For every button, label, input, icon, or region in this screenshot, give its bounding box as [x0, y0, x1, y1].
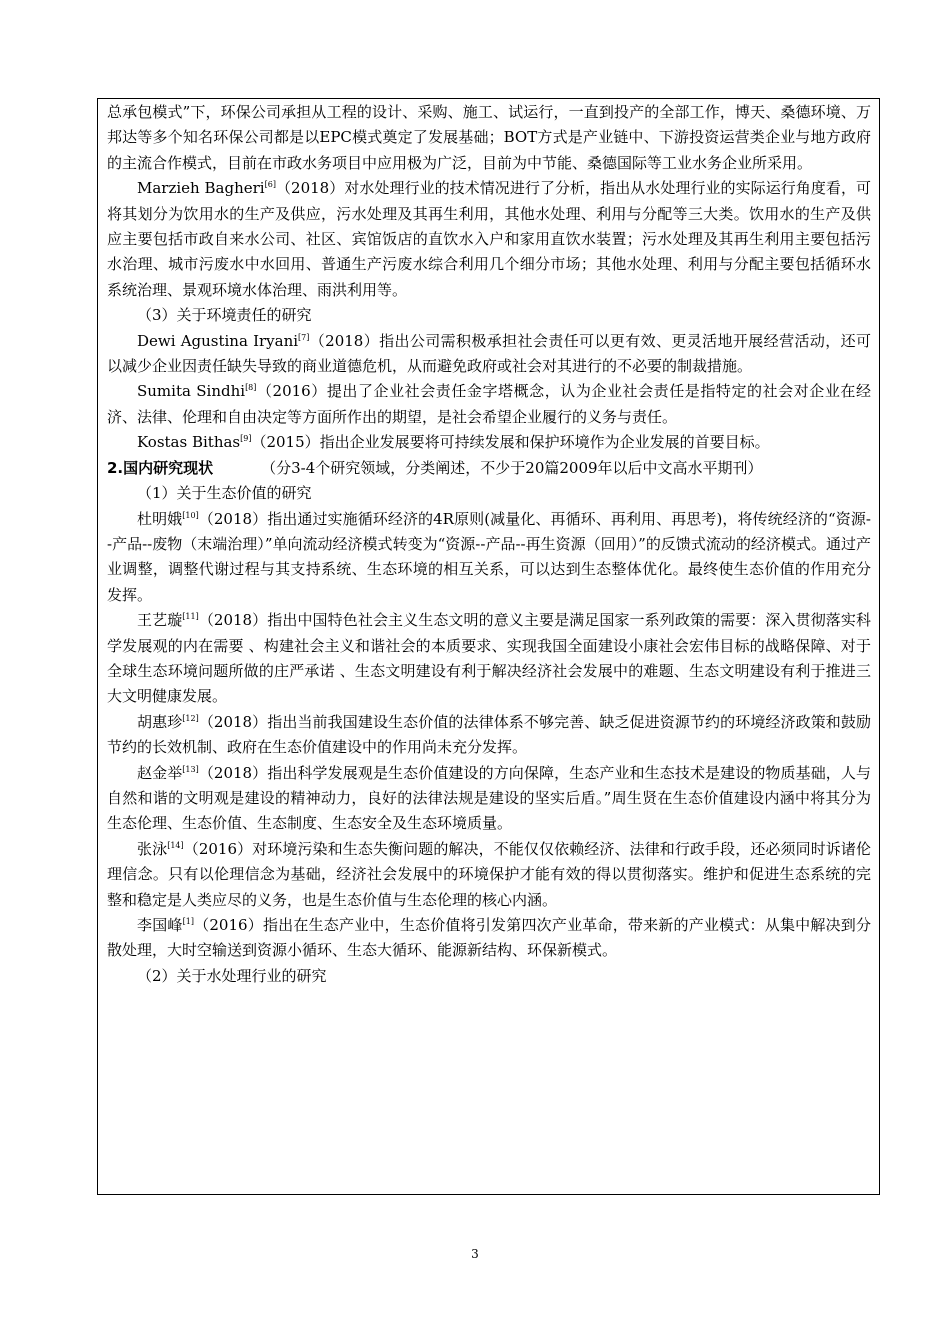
paragraph-text: （2018）指出通过实施循环经济的4R原则(减量化、再循环、再利用、再思考)，将传统经济的“资源--产品--废物（末端治理）”单向流动经济模式转变为“资源--产品--再生资源（回用）”的反馈式流动的经济模式。通过产业调整，调整代谢过程与其支持系统、生态环境的相互关系，可以达到生态整体优化。最终使生态价值的作用充分发挥。: [107, 509, 871, 604]
paragraph-zhao-jinju: [107, 761, 871, 837]
citation-ref: [1]: [182, 917, 194, 926]
paragraph-text: （2016）指出在生态产业中，生态价值将引发第四次产业革命，带来新的产业模式：从集中解决到分散处理，大时空输送到资源小循环、生态大循环、能源新结构、环保新模式。: [107, 916, 871, 960]
author-name: Kostas Bithas: [137, 433, 241, 452]
section-heading-eco-value: （1）关于生态价值的研究: [137, 484, 312, 503]
paragraph-sindhi: [107, 379, 871, 430]
author-name: 赵金举: [137, 763, 183, 782]
paragraph-iryani: [107, 329, 871, 380]
document-body: [107, 100, 871, 989]
author-name: 胡惠珍: [137, 712, 183, 731]
author-name: Dewi Agustina Iryani: [137, 331, 299, 350]
heading-note: （分3-4个研究领域，分类阐述，不少于20篇2009年以后中文高水平期刊）: [261, 458, 763, 477]
paragraph-text: （2018）对水处理行业的技术情况进行了分析，指出从水处理行业的实际运行角度看，可将其划分为饮用水的生产及供应，污水处理及其再生利用，其他水处理、利用与分配等三大类。饮用水的生产及供应主要包括市政自来水公司、社区、宾馆饭店的直饮水入户和家用直饮水装置；污水处理及其再生利用主要包括污水治理、城市污废水中水回用、普通生产污废水综合利用几个细分市场；其他水处理、利用与分配主要包括循环水系统治理、景观环境水体治理、雨洪利用等。: [107, 179, 871, 299]
paragraph-bagheri: [107, 176, 871, 303]
paragraph-text: （2018）指出中国特色社会主义生态文明的意义主要是满足国家一系列政策的需要：深入贯彻落实科学发展观的内在需要 、构建社会主义和谐社会的本质要求、实现我国全面建设小康社会宏伟目标的战略保障、对于全球生态环境问题所做的庄严承诺 、生态文明建设有利于解决经济社会发展中的难题、生态文明建设有利于推进三大文明健康发展。: [107, 611, 871, 706]
paragraph-text: （2018）指出科学发展观是生态价值建设的方向保障，生态产业和生态技术是建设的物质基础，人与自然和谐的文明观是建设的精神动力，良好的法律法规是建设的坚实后盾。”周生贤在生态价值建设内涵中将其分为生态伦理、生态价值、生态制度、生态安全及生态环境质量。: [107, 763, 871, 833]
paragraph-text: （2016）对环境污染和生态失衡问题的解决，不能仅仅依赖经济、法律和行政手段，还必须同时诉诸伦理信念。只有以伦理信念为基础，经济社会发展中的环境保护才能有效的得以贯彻落实。维护和促进生态系统的完整和稳定是人类应尽的义务，也是生态价值与生态伦理的核心内涵。: [107, 839, 871, 909]
paragraph-wang-yixuan: [107, 608, 871, 710]
paragraph-text: （2018）指出当前我国建设生态价值的法律体系不够完善、缺乏促进资源节约的环境经济政策和鼓励节约的长效机制、政府在生态价值建设中的作用尚未充分发挥。: [107, 712, 871, 757]
paragraph-text: （2015）指出企业发展要将可持续发展和保护环境作为企业发展的首要目标。: [251, 433, 770, 452]
section-heading-domestic: [107, 456, 871, 481]
author-name: 杜明娥: [137, 509, 183, 528]
citation-ref: [11]: [182, 612, 199, 622]
paragraph-du-minge: [107, 507, 871, 609]
paragraph-bithas: [107, 430, 871, 455]
paragraph-epc-bot: 总承包模式”下，环保公司承担从工程的设计、采购、施工、试运行，一直到投产的全部工作，博天、桑德环境、万邦达等多个知名环保公司都是以EPC模式奠定了发展基础；BOT方式是产业链中、下游投资运营类企业与地方政府的主流合作模式，目前在市政水务项目中应用极为广泛，目前为中节能、桑德国际等工业水务企业所采用。: [107, 103, 871, 172]
citation-ref: [14]: [167, 840, 184, 850]
author-name: Sumita Sindhi: [137, 382, 246, 401]
paragraph-hu-huizhen: [107, 710, 871, 761]
paragraph-zhang-yong: [107, 837, 871, 913]
paragraph-text: （2018）指出公司需积极承担社会责任可以更有效、更灵活地开展经营活动，还可以减少企业因责任缺失导致的商业道德危机，从而避免政府或社会对其进行的不必要的制裁措施。: [107, 331, 871, 376]
citation-ref: [10]: [182, 510, 199, 520]
section-heading-env-responsibility: （3）关于环境责任的研究: [137, 306, 312, 325]
paragraph-text: （2016）提出了企业社会责任金字塔概念，认为企业社会责任是指特定的社会对企业在经济、法律、伦理和自由决定等方面所作出的期望，是社会希望企业履行的义务与责任。: [107, 382, 871, 426]
paragraph-li-guofeng: [107, 913, 871, 964]
citation-ref: [7]: [298, 332, 310, 342]
content-frame: [97, 98, 880, 1195]
author-name: Marzieh Bagheri: [137, 179, 265, 198]
citation-ref: [13]: [182, 764, 199, 774]
author-name: 王艺璇: [137, 611, 183, 630]
section-heading-water-treatment: （2）关于水处理行业的研究: [137, 966, 327, 985]
citation-ref: [9]: [240, 434, 252, 444]
author-name: 李国峰: [137, 916, 183, 934]
page-number: 3: [471, 1247, 479, 1261]
heading-title: 2.国内研究现状: [107, 458, 214, 477]
citation-ref: [12]: [182, 713, 199, 723]
author-name: 张泳: [137, 839, 168, 858]
citation-ref: [8]: [245, 383, 257, 393]
citation-ref: [6]: [264, 180, 276, 190]
